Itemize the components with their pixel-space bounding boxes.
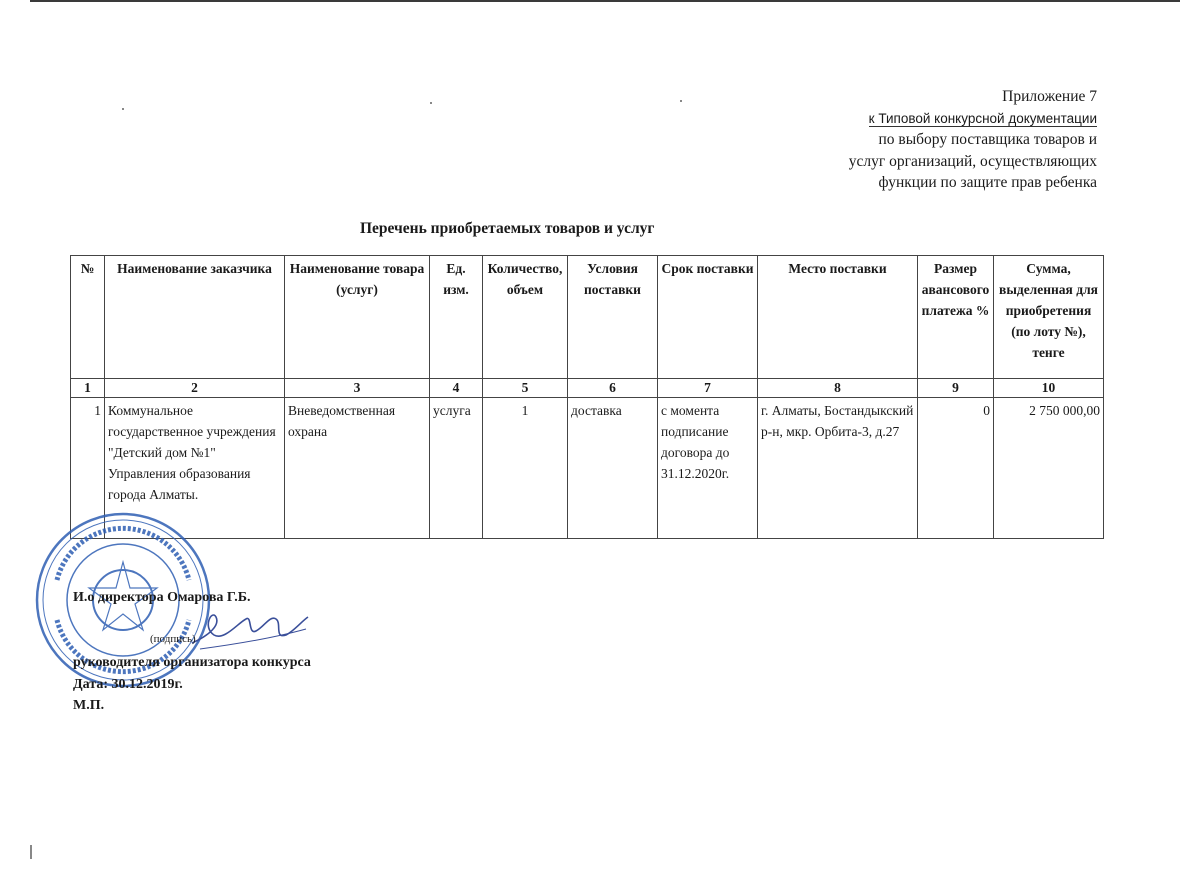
date-line: Дата: 30.12.2019г. (73, 677, 183, 692)
column-number: 9 (918, 379, 994, 398)
column-number: 10 (994, 379, 1104, 398)
table-row (71, 398, 1104, 539)
cell-advance: 0 (918, 398, 994, 539)
annex-reference: к Типовой конкурсной документации (868, 110, 1097, 126)
header-sum: Сумма, выделенная для приобретения (по лоту №), тенге (994, 256, 1104, 379)
column-number: 3 (285, 379, 430, 398)
annex-line-5: функции по защите прав ребенка (878, 174, 1097, 191)
header-place: Место поставки (758, 256, 918, 379)
mp-line: М.П. (73, 698, 105, 713)
header-advance: Размер авансового платежа % (918, 256, 994, 379)
column-number-row (71, 379, 1104, 398)
cell-quantity: 1 (483, 398, 568, 539)
header-quantity: Количество, объем (483, 256, 568, 379)
column-number: 8 (758, 379, 918, 398)
column-number: 6 (568, 379, 658, 398)
scan-speck (122, 108, 124, 110)
column-number: 2 (105, 379, 285, 398)
cell-period: с момента подписание договора до 31.12.2020г. (658, 398, 758, 539)
cell-unit: услуга (430, 398, 483, 539)
header-item: Наименование товара (услуг) (285, 256, 430, 379)
cell-number: 1 (71, 398, 105, 539)
cell-item: Вневедомственная охрана (285, 398, 430, 539)
header-unit: Ед. изм. (430, 256, 483, 379)
annex-line-3: по выбору поставщика товаров и (878, 131, 1097, 148)
column-number: 7 (658, 379, 758, 398)
header-number: № (71, 256, 105, 379)
header-period: Срок поставки (658, 256, 758, 379)
scan-speck (680, 100, 682, 102)
document-title: Перечень приобретаемых товаров и услуг (360, 220, 655, 237)
annex-line-4: услуг организаций, осуществляющих (848, 152, 1097, 170)
annex-header (849, 86, 1097, 194)
column-number: 5 (483, 379, 568, 398)
column-number: 1 (71, 379, 105, 398)
scan-speck (30, 845, 32, 859)
signature-caption: (подпись) (150, 633, 196, 645)
column-number: 4 (430, 379, 483, 398)
cell-customer: Коммунальное государственное учреждения "Детский дом №1" Управления образования города Алматы. (105, 398, 285, 539)
handwritten-signature (190, 605, 310, 655)
cell-sum: 2 750 000,00 (994, 398, 1104, 539)
cell-terms: доставка (568, 398, 658, 539)
header-terms: Условия поставки (568, 256, 658, 379)
organizer-line: руководителя организатора конкурса (73, 655, 311, 670)
scan-speck (430, 102, 432, 104)
header-customer: Наименование заказчика (105, 256, 285, 379)
annex-number: Приложение 7 (1002, 88, 1097, 105)
director-line: И.о директора Омарова Г.Б. (73, 590, 251, 605)
table-header-row (71, 256, 1104, 379)
goods-services-table (70, 255, 1104, 539)
scan-edge (30, 0, 1180, 2)
cell-place: г. Алматы, Бостандыкский р-н, мкр. Орбита-3, д.27 (758, 398, 918, 539)
